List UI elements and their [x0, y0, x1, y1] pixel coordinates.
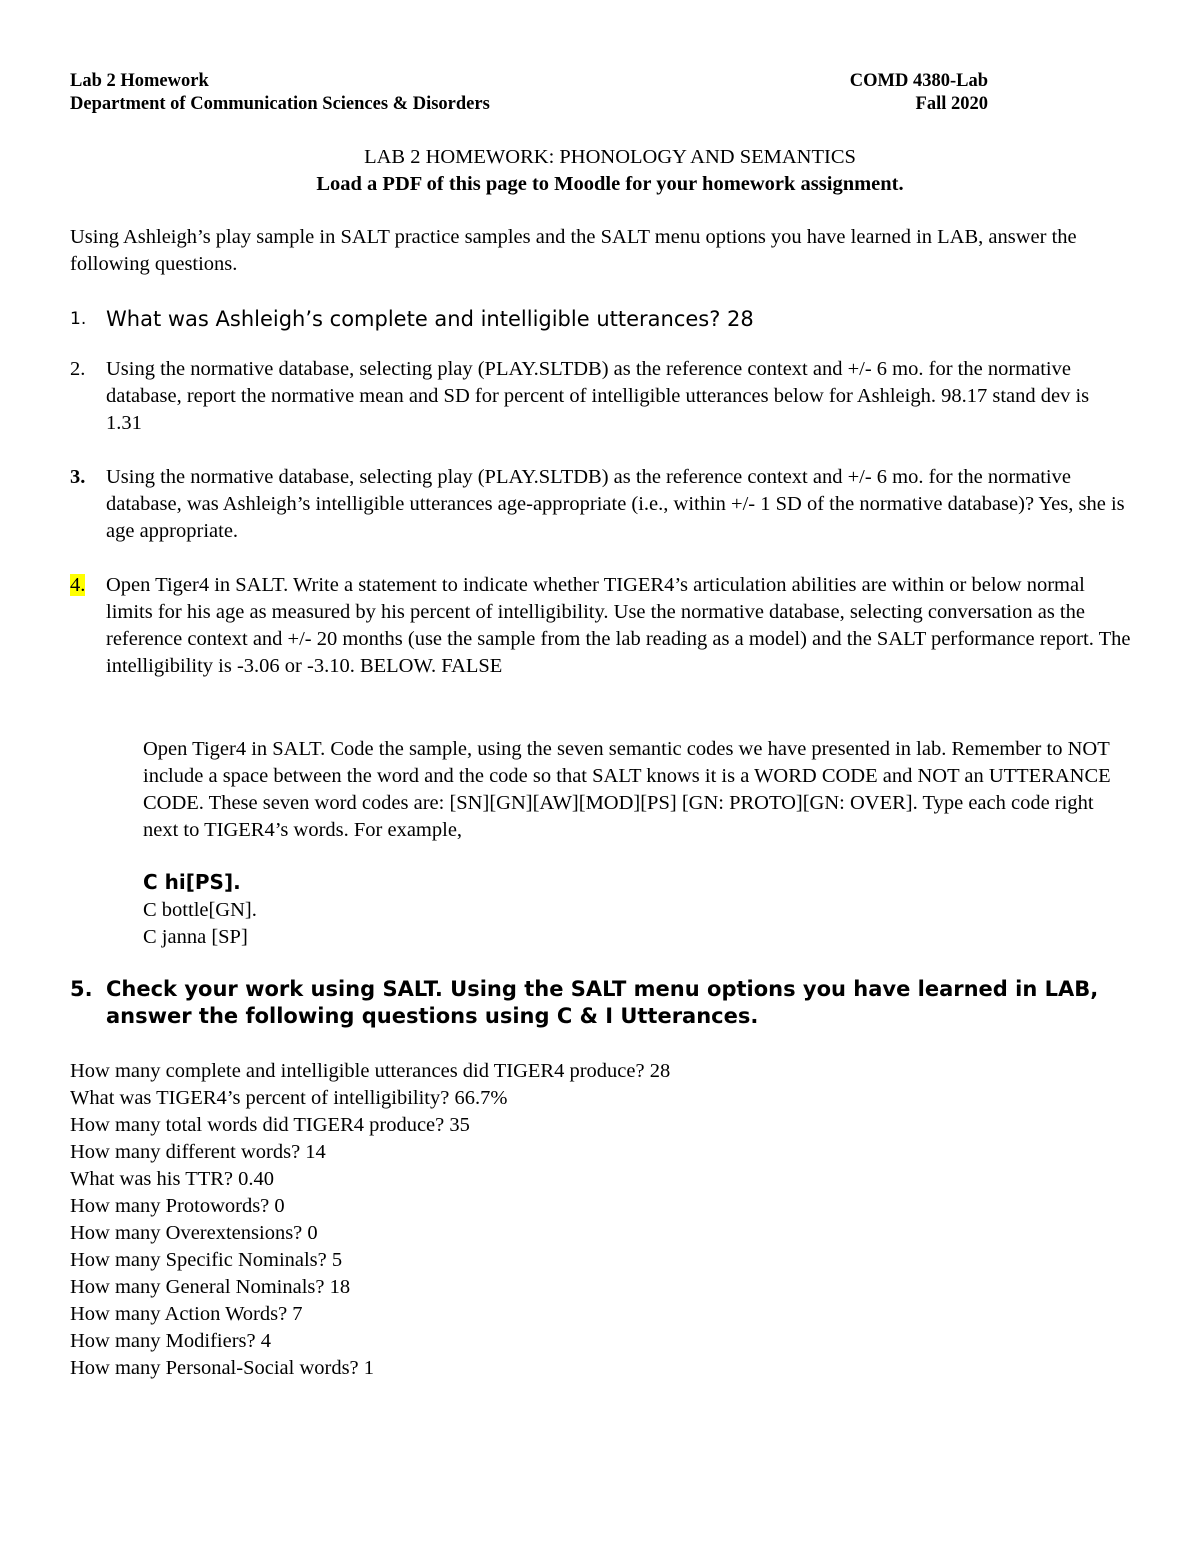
coding-instructions: Open Tiger4 in SALT. Code the sample, using the seven semantic codes we have presented in lab. Remember to NOT include a space between the word and the code so that SALT knows it is a WORD CODE and NOT an UTTERANCE CODE. These seven word codes are: [SN][GN][AW][MOD][PS] [GN: PROTO][GN: OVER]. Type each code right next to TIGER4’s words. For example,: [143, 738, 1111, 841]
answer-line: What was his TTR? 0.40: [70, 1168, 275, 1190]
question-3: [70, 464, 1126, 545]
question-number: [70, 572, 85, 599]
answer-line: How many Personal-Social words? 1: [70, 1357, 375, 1379]
question-2: [70, 356, 1126, 437]
question-4: [70, 572, 1131, 680]
example-line: C janna [SP]: [143, 926, 248, 948]
header-lab-title: Lab 2 Homework: [70, 71, 209, 91]
answer-line: How many Action Words? 7: [70, 1303, 303, 1325]
header-course: COMD 4380-Lab: [849, 71, 988, 91]
header-department: Department of Communication Sciences & Disorders: [70, 94, 490, 114]
answer-line: How many complete and intelligible utterances did TIGER4 produce? 28: [70, 1060, 671, 1082]
highlighted-number: 4.: [70, 574, 86, 596]
answer-line: What was TIGER4’s percent of intelligibility? 66.7%: [70, 1087, 508, 1109]
question-1: [70, 304, 1126, 334]
example-line: C hi[PS].: [143, 870, 241, 894]
intro-paragraph: Using Ashleigh’s play sample in SALT practice samples and the SALT menu options you have learned in LAB, answer the following questions.: [70, 226, 1077, 275]
answer-line: How many Modifiers? 4: [70, 1330, 271, 1352]
question-5: [70, 976, 1146, 1030]
question-text: Using the normative database, selecting play (PLAY.SLTDB) as the reference context and +/- 6 mo. for the normative database, report the normative mean and SD for percent of intelligible utterances below for Ashleigh. 98.17 stand dev is 1.31: [106, 358, 1090, 434]
title-block: [60, 144, 1160, 198]
document-page: [70, 70, 1130, 1382]
page-header: [70, 70, 1130, 124]
question-text: Open Tiger4 in SALT. Write a statement to indicate whether TIGER4’s articulation abilities are within or below normal limits for his age as measured by his percent of intelligibility. Use the normative database, selecting conversation as the reference context and +/- 20 months (use the sample from the lab reading as a model) and the SALT performance report. The intelligibility is -3.06 or -3.10. BELOW. FALSE: [106, 574, 1131, 677]
page-title: LAB 2 HOMEWORK: PHONOLOGY AND SEMANTICS: [364, 146, 856, 168]
question-text: What was Ashleigh’s complete and intelligible utterances? 28: [106, 307, 754, 331]
answers-list: [70, 1058, 1130, 1382]
code-examples: [70, 867, 1130, 951]
question-number: 2.: [70, 358, 86, 380]
question-number: 3.: [70, 466, 86, 488]
answer-line: How many total words did TIGER4 produce? 35: [70, 1114, 470, 1136]
answer-line: How many Overextensions? 0: [70, 1222, 318, 1244]
header-right: [850, 70, 988, 116]
answer-line: How many Protowords? 0: [70, 1195, 285, 1217]
question-text: Check your work using SALT. Using the SALT menu options you have learned in LAB, answer the following questions using C & I Utterances.: [106, 977, 1099, 1028]
header-term: Fall 2020: [915, 94, 988, 114]
question-number: 5.: [70, 977, 93, 1001]
answer-line: How many different words? 14: [70, 1141, 326, 1163]
page-subtitle: Load a PDF of this page to Moodle for your homework assignment.: [316, 173, 904, 195]
answer-line: How many General Nominals? 18: [70, 1276, 351, 1298]
question-number: 1.: [70, 309, 87, 329]
example-line: C bottle[GN].: [143, 899, 257, 921]
question-text: Using the normative database, selecting play (PLAY.SLTDB) as the reference context and +/- 6 mo. for the normative database, was Ashleigh’s intelligible utterances age-appropriate (i.e., within +/- 1 SD of the normative database)? Yes, she is age appropriate.: [106, 466, 1125, 542]
answer-line: How many Specific Nominals? 5: [70, 1249, 343, 1271]
header-left: [70, 70, 490, 116]
